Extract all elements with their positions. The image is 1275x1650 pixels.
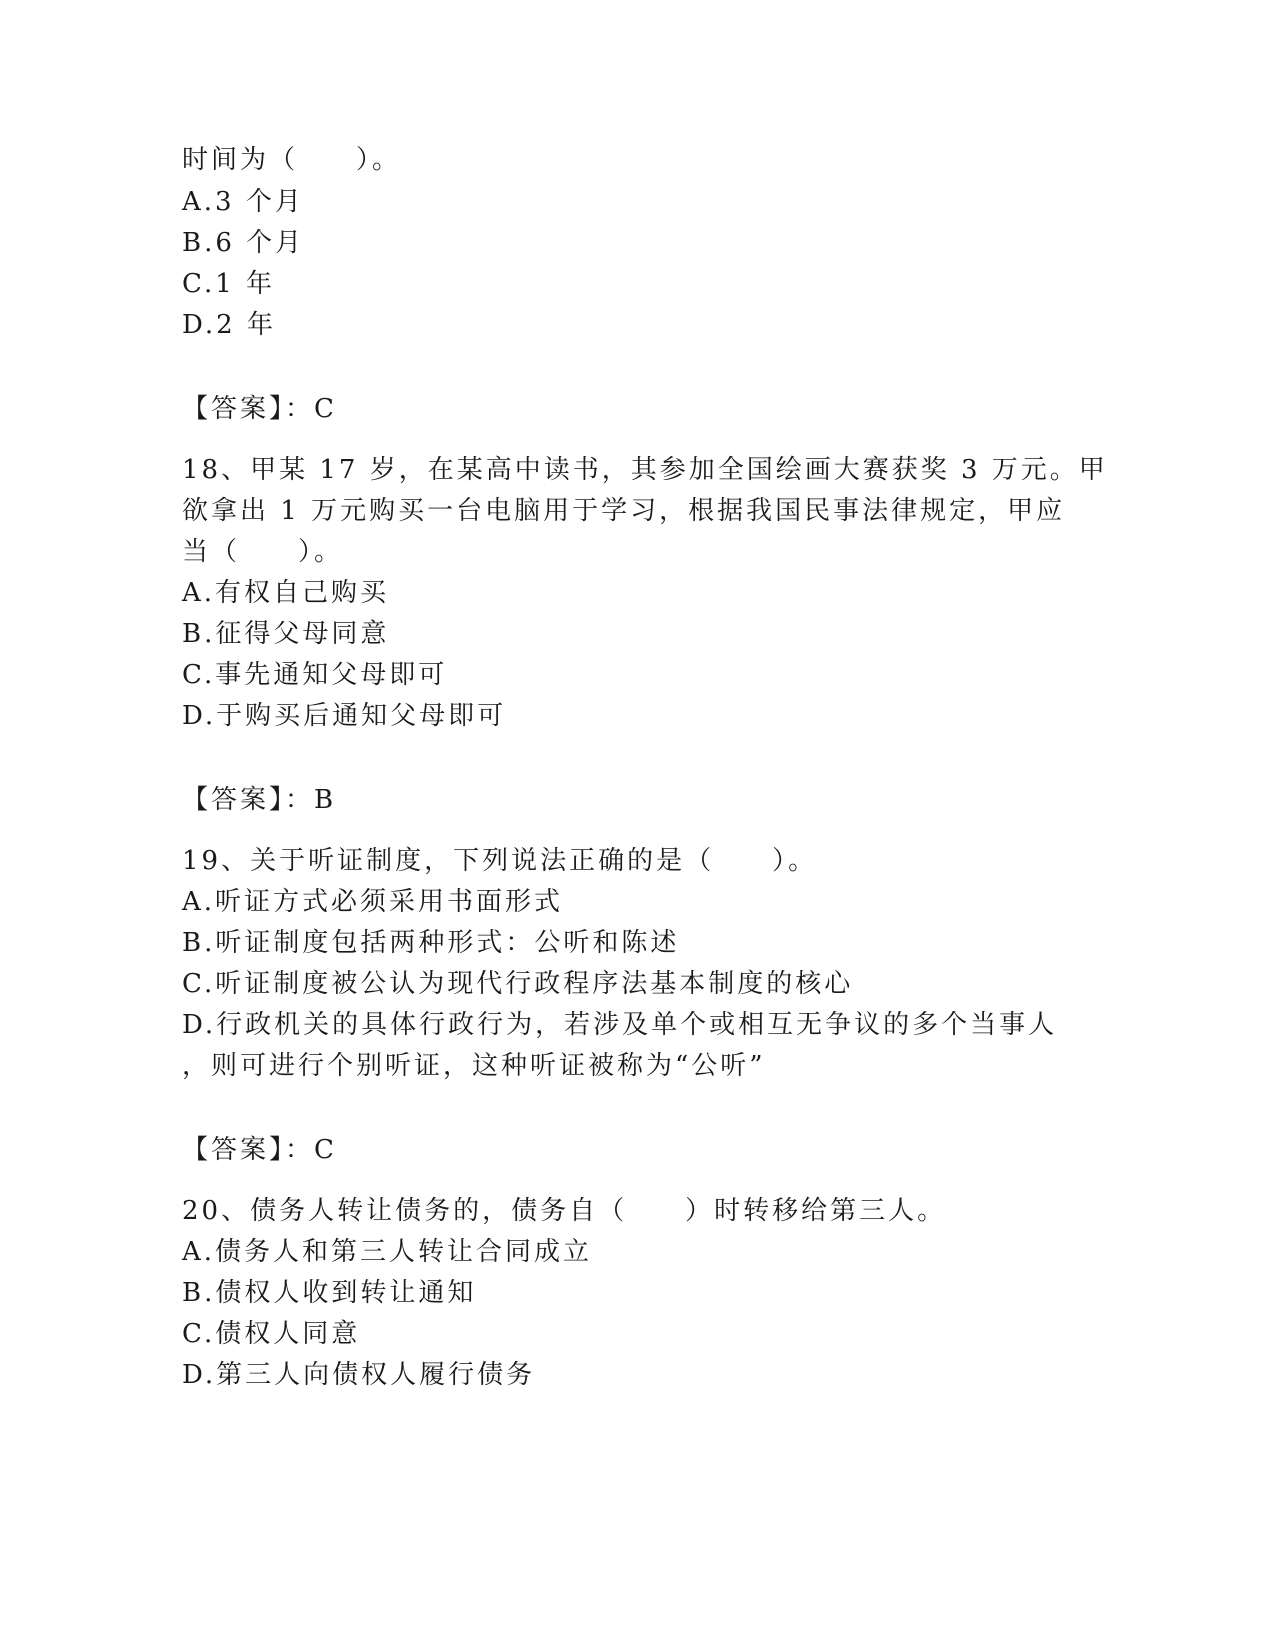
q18-option-c: C.事先通知父母即可 [182, 660, 448, 690]
q17-option-a: A.3 个月 [182, 187, 304, 217]
q20-stem: 20、债务人转让债务的，债务自（ ）时转移给第三人。 [182, 1196, 947, 1226]
q17-option-c: C.1 年 [182, 269, 276, 299]
q20-option-b: B.债权人收到转让通知 [182, 1278, 477, 1308]
q17-answer: 【答案】：C [182, 394, 337, 424]
q19-option-d-continued: ，则可进行个别听证，这种听证被称为“公听” [182, 1051, 766, 1081]
q20-option-d: D.第三人向债权人履行债务 [182, 1360, 536, 1390]
q19-option-a: A.听证方式必须采用书面形式 [182, 887, 564, 917]
q18-option-d: D.于购买后通知父母即可 [182, 701, 507, 731]
q17-stem-tail: 时间为（ ）。 [182, 145, 402, 175]
q18-answer: 【答案】：B [182, 785, 337, 815]
q19-option-d: D.行政机关的具体行政行为，若涉及单个或相互无争议的多个当事人 [182, 1010, 1058, 1040]
q19-stem: 19、关于听证制度，下列说法正确的是（ ）。 [182, 846, 818, 876]
q19-option-c: C.听证制度被公认为现代行政程序法基本制度的核心 [182, 969, 854, 999]
q18-option-a: A.有权自己购买 [182, 578, 390, 608]
q17-option-d: D.2 年 [182, 310, 276, 340]
q20-option-c: C.债权人同意 [182, 1319, 361, 1349]
q19-option-b: B.听证制度包括两种形式：公听和陈述 [182, 928, 680, 958]
q17-option-b: B.6 个月 [182, 228, 305, 258]
q18-stem-line-1: 18、甲某 17 岁，在某高中读书，其参加全国绘画大赛获奖 3 万元。甲 [182, 455, 1108, 485]
q18-stem-line-2: 欲拿出 1 万元购买一台电脑用于学习，根据我国民事法律规定，甲应 [182, 496, 1066, 526]
q18-stem-line-3: 当（ ）。 [182, 537, 344, 567]
q20-option-a: A.债务人和第三人转让合同成立 [182, 1237, 593, 1267]
q19-answer: 【答案】：C [182, 1135, 337, 1165]
q18-option-b: B.征得父母同意 [182, 619, 390, 649]
